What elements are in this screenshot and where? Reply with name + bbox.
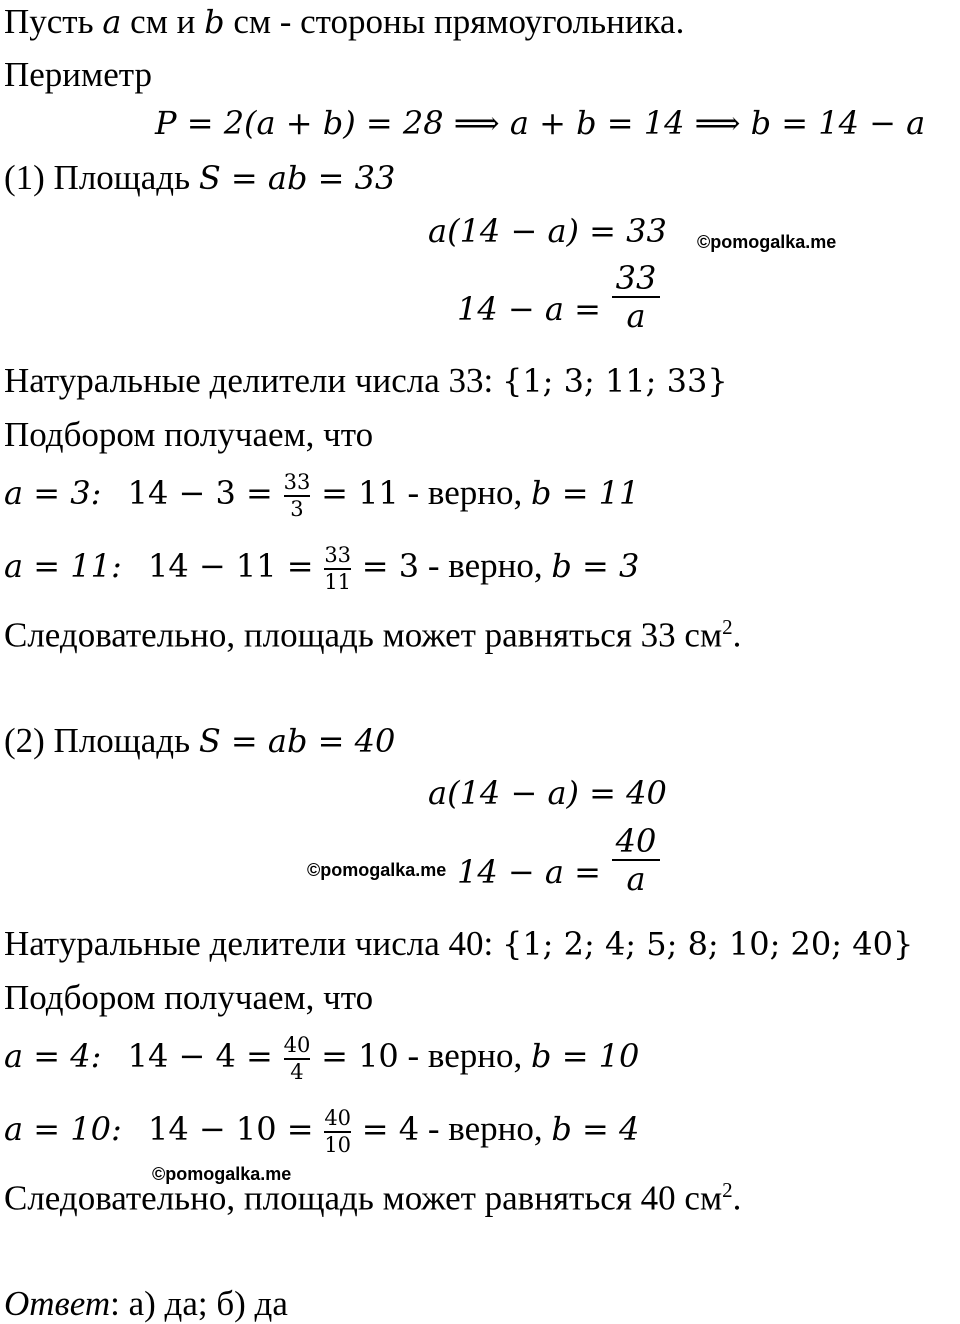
case1-equation-2-fraction bbox=[612, 259, 660, 335]
case1-divisors-text: Натуральные делители числа 33: bbox=[4, 361, 494, 400]
fraction-denominator: 10 bbox=[324, 1133, 352, 1157]
case2-conclusion bbox=[4, 1180, 741, 1216]
row-rhs: = 3 bbox=[361, 547, 420, 586]
case2-equation-1: a(14 − a) = 40 bbox=[428, 774, 667, 812]
row-b-value: b = 4 bbox=[551, 1110, 640, 1149]
case2-equation-2-fraction bbox=[612, 822, 660, 898]
row-lhs: 14 − 4 = bbox=[127, 1037, 273, 1076]
row-a-value: a = 10: bbox=[4, 1110, 122, 1149]
answer-text: : а) да; б) да bbox=[110, 1284, 288, 1323]
conclusion-text: Следовательно, площадь может равняться 40 см bbox=[4, 1178, 723, 1218]
fraction-numerator: 40 bbox=[283, 1033, 311, 1057]
case2-divisors bbox=[4, 926, 913, 961]
row-a-value: a = 11: bbox=[4, 547, 122, 586]
row-lhs: 14 − 11 = bbox=[147, 547, 314, 586]
row-b-value: b = 11 bbox=[531, 474, 640, 513]
case2-selection: Подбором получаем, что bbox=[4, 978, 374, 1017]
case1-heading-text: (1) Площадь bbox=[4, 158, 191, 197]
row-verdict: - верно, bbox=[427, 1109, 543, 1149]
perimeter-label: Периметр bbox=[4, 55, 152, 94]
case1-row-1 bbox=[4, 472, 639, 520]
case2-equation-2-left: 14 − a = bbox=[457, 853, 601, 891]
row-verdict: - верно, bbox=[407, 1036, 523, 1076]
perimeter-formula: P = 2(a + b) = 28 ⟹ a + b = 14 ⟹ b = 14 − a bbox=[155, 104, 926, 142]
case1-divisors bbox=[4, 363, 728, 398]
row-verdict: - верно, bbox=[407, 473, 523, 513]
case1-selection: Подбором получаем, что bbox=[4, 415, 374, 454]
case2-heading bbox=[4, 723, 395, 758]
case1-divisors-set: {1; 3; 11; 33} bbox=[501, 362, 728, 400]
fraction-numerator: 40 bbox=[615, 822, 657, 860]
case1-equation-2-left: 14 − a = bbox=[457, 290, 601, 328]
fraction-denominator: a bbox=[626, 297, 646, 335]
fraction-denominator: 4 bbox=[290, 1060, 304, 1084]
row-b-value: b = 3 bbox=[551, 547, 640, 586]
row-rhs: = 10 bbox=[321, 1037, 399, 1076]
answer-label: Ответ bbox=[4, 1284, 111, 1323]
case2-heading-text: (2) Площадь bbox=[4, 721, 191, 760]
fraction-numerator: 40 bbox=[324, 1106, 352, 1130]
intro-text-1: Пусть bbox=[4, 2, 94, 41]
var-b: b bbox=[204, 3, 225, 41]
watermark: ©pomogalka.me bbox=[307, 860, 447, 880]
watermark: ©pomogalka.me bbox=[697, 232, 837, 252]
answer-line bbox=[4, 1286, 288, 1321]
case1-row-2 bbox=[4, 545, 639, 593]
conclusion-end: . bbox=[732, 1178, 742, 1218]
intro-text-2: см и bbox=[130, 2, 196, 41]
fraction-numerator: 33 bbox=[615, 259, 657, 297]
row-fraction bbox=[324, 545, 351, 593]
row-fraction bbox=[324, 1108, 351, 1156]
superscript: 2 bbox=[722, 615, 733, 639]
conclusion-end: . bbox=[732, 615, 742, 655]
case2-row-1 bbox=[4, 1035, 639, 1083]
fraction-denominator: 3 bbox=[290, 497, 304, 521]
case1-conclusion bbox=[4, 617, 741, 653]
row-verdict: - верно, bbox=[427, 546, 543, 586]
row-fraction bbox=[284, 472, 311, 520]
fraction-numerator: 33 bbox=[283, 470, 311, 494]
intro-line bbox=[4, 4, 684, 39]
row-lhs: 14 − 10 = bbox=[147, 1110, 314, 1149]
case1-heading-formula: S = ab = 33 bbox=[198, 159, 396, 197]
case2-divisors-text: Натуральные делители числа 40: bbox=[4, 924, 494, 963]
conclusion-text: Следовательно, площадь может равняться 33 см bbox=[4, 615, 723, 655]
fraction-numerator: 33 bbox=[324, 543, 352, 567]
superscript: 2 bbox=[722, 1178, 733, 1202]
case2-heading-formula: S = ab = 40 bbox=[198, 722, 396, 760]
row-fraction bbox=[284, 1035, 311, 1083]
fraction-denominator: 11 bbox=[324, 570, 352, 594]
row-a-value: a = 4: bbox=[4, 1037, 102, 1076]
row-lhs: 14 − 3 = bbox=[127, 474, 273, 513]
case1-equation-1: a(14 − a) = 33 bbox=[428, 212, 667, 250]
case2-divisors-set: {1; 2; 4; 5; 8; 10; 20; 40} bbox=[501, 925, 914, 963]
watermark: ©pomogalka.me bbox=[152, 1164, 292, 1184]
fraction-denominator: a bbox=[626, 860, 646, 898]
intro-text-3: см - стороны прямоугольника. bbox=[233, 2, 685, 41]
var-a: a bbox=[102, 3, 122, 41]
case2-row-2 bbox=[4, 1108, 639, 1156]
row-rhs: = 4 bbox=[361, 1110, 420, 1149]
row-a-value: a = 3: bbox=[4, 474, 102, 513]
row-b-value: b = 10 bbox=[531, 1037, 640, 1076]
row-rhs: = 11 bbox=[321, 474, 399, 513]
case1-heading bbox=[4, 160, 395, 195]
